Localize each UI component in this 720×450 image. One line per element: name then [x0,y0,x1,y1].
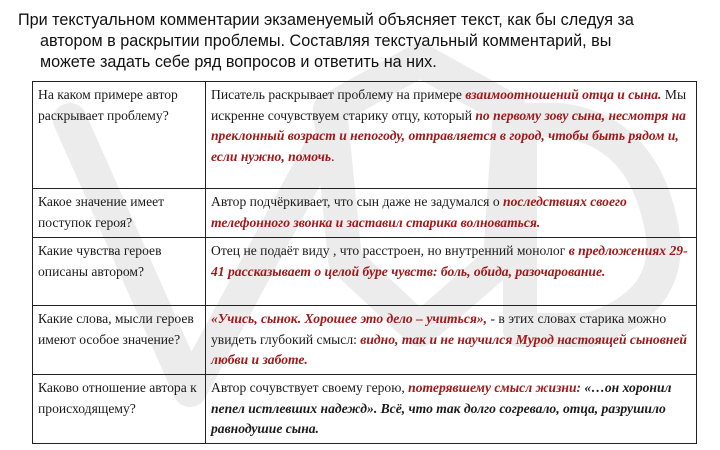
intro-paragraph [18,10,708,73]
answer-highlight: потерявшему смысл жизни: [408,380,582,395]
answer-cell [206,82,697,189]
answer-cell [206,238,697,306]
question-cell: Каково отношение автора к происходящему? [33,375,206,444]
answer-text: Писатель раскрывает проблему на примере [211,87,466,102]
answer-text: Автор подчёркивает, что сын даже не задумался о [211,194,504,209]
table-row [33,189,697,238]
answer-text: Отец не подаёт виду , что расстроен, но внутренний монолог [211,243,569,258]
answer-highlight: взаимоотношений отца и сына. [465,87,662,102]
table-row [33,82,697,189]
question-cell: Какие слова, мысли героев имеют особое значение? [33,306,206,375]
question-cell: Какие чувства героев описаны автором? [33,238,206,306]
question-cell: На каком примере автор раскрывает проблему? [33,82,206,189]
table-row [33,238,697,306]
answer-cell [206,375,697,444]
intro-line-2: автором в раскрытии проблемы. Составляя текстуальный комментарий, вы [40,32,612,50]
answer-cell [206,189,697,238]
question-cell: Какое значение имеет поступок героя? [33,189,206,238]
answer-text: Автор сочувствует своему герою, [211,380,409,395]
answer-text: - в этих словах старика можно увидеть глубокий смысл: [211,311,667,347]
answer-highlight: по первому зову сына, несмотря на преклонный возраст и непогоду, отправляется в город, чтобы быть рядом и, если нужно, помочь [211,107,686,164]
answer-cell [206,306,697,375]
answer-highlight: видно, так и не научился Мурод настоящей сыновней любви и заботе. [211,331,687,367]
table-row [33,375,697,444]
answer-quote: «…он хоронил пепел истлевших надежд». Всё, что так долго согревало, отца, разрушило равнодушие сына. [211,380,672,436]
intro-line-1: При текстуальном комментарии экзаменуемый объясняет текст, как бы следуя за [18,11,634,29]
answer-text: Мы искренне сочувствуем старику отцу, который [211,87,687,123]
commentary-table [32,81,697,444]
answer-highlight: последствиях своего телефонного звонка и заставил старика волноваться. [211,194,627,230]
table-row [33,306,697,375]
intro-line-3: можете задать себе ряд вопросов и ответить на них. [40,53,437,71]
answer-text: . [331,148,335,164]
answer-highlight: в предложениях 29-41 рассказывает о целой буре чувств: боль, обида, разочарование. [211,243,688,279]
answer-highlight: «Учись, сынок. Хорошее это дело – учиться», [211,311,488,326]
